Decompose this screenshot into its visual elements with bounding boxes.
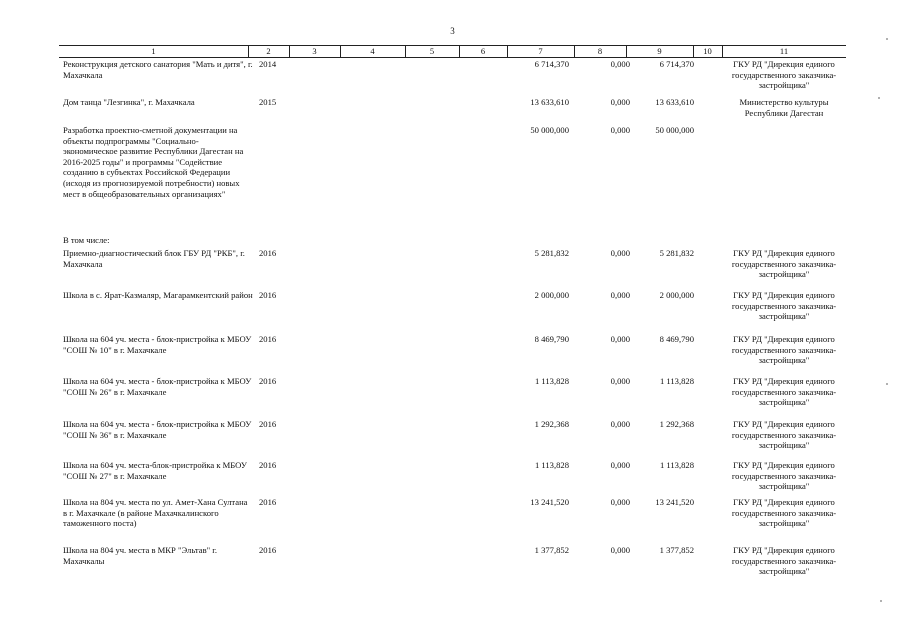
scan-speck xyxy=(886,383,888,385)
row-name: Школа на 804 уч. места в МКР "Эльтав" г. Махачкалы xyxy=(63,545,218,566)
header-col-8: 8 xyxy=(597,46,603,56)
row-value-col8: 0,000 xyxy=(610,248,630,258)
row-year: 2016 xyxy=(259,460,277,470)
row-value-col7: 50 000,000 xyxy=(530,125,569,135)
header-col-10: 10 xyxy=(703,46,712,56)
row-value-col7: 8 469,790 xyxy=(534,334,569,344)
row-customer: ГКУ РД "Дирекция единого государственного заказчика-застройщика" xyxy=(731,460,837,492)
row-value-col7: 6 714,370 xyxy=(534,59,569,69)
row-value-col8: 0,000 xyxy=(610,376,630,386)
row-customer: Министерство культуры Республики Дагестан xyxy=(739,97,829,118)
header-col-6: 6 xyxy=(480,46,486,56)
row-year: 2014 xyxy=(259,59,277,69)
row-name: Приемно-диагностический блок ГБУ РД "РКБ", г. Махачкала xyxy=(63,248,245,269)
row-value-col7: 5 281,832 xyxy=(534,248,569,258)
row-name: В том числе: xyxy=(63,235,110,245)
row-year: 2016 xyxy=(259,376,277,386)
row-name: Школа на 604 уч. места - блок-пристройка к МБОУ "СОШ № 26" в г. Махачкале xyxy=(63,376,252,397)
row-value-col9: 50 000,000 xyxy=(655,125,694,135)
header-col-11: 11 xyxy=(779,46,789,56)
scan-speck xyxy=(886,38,888,40)
row-customer: ГКУ РД "Дирекция единого государственного заказчика-застройщика" xyxy=(731,497,837,529)
row-name: Школа на 604 уч. места-блок-пристройка к МБОУ "СОШ № 27" в г. Махачкале xyxy=(63,460,247,481)
row-value-col9: 5 281,832 xyxy=(659,248,694,258)
row-year: 2016 xyxy=(259,419,277,429)
page-number: 3 xyxy=(450,26,455,36)
row-name: Реконструкция детского санатория "Мать и дитя", г. Махачкала xyxy=(63,59,253,80)
row-year: 2016 xyxy=(259,334,277,344)
row-value-col9: 6 714,370 xyxy=(659,59,694,69)
row-value-col8: 0,000 xyxy=(610,125,630,135)
row-value-col9: 13 633,610 xyxy=(655,97,694,107)
row-year: 2016 xyxy=(259,545,277,555)
row-value-col7: 1 377,852 xyxy=(534,545,569,555)
row-year: 2016 xyxy=(259,497,277,507)
row-customer: ГКУ РД "Дирекция единого государственного заказчика-застройщика" xyxy=(731,419,837,451)
row-name: Школа на 804 уч. места по ул. Амет-Хана Султана в г. Махачкале (в районе Махачкалинского таможенного поста) xyxy=(63,497,248,529)
row-year: 2016 xyxy=(259,290,277,300)
header-col-7: 7 xyxy=(538,46,543,56)
row-value-col7: 13 241,520 xyxy=(530,497,569,507)
row-value-col9: 8 469,790 xyxy=(659,334,694,344)
header-col-2: 2 xyxy=(266,46,271,56)
table-header xyxy=(59,45,846,58)
scan-speck xyxy=(880,600,882,602)
row-value-col8: 0,000 xyxy=(610,545,630,555)
row-value-col9: 2 000,000 xyxy=(659,290,694,300)
row-name: Школа на 604 уч. места - блок-пристройка к МБОУ "СОШ № 10" в г. Махачкале xyxy=(63,334,252,355)
row-value-col9: 13 241,520 xyxy=(655,497,694,507)
row-value-col7: 1 292,368 xyxy=(534,419,569,429)
row-value-col7: 1 113,828 xyxy=(534,460,569,470)
header-col-9: 9 xyxy=(657,46,662,56)
row-customer: ГКУ РД "Дирекция единого государственного заказчика-застройщика" xyxy=(731,376,837,408)
header-col-3: 3 xyxy=(312,46,317,56)
row-value-col9: 1 113,828 xyxy=(659,376,694,386)
row-value-col8: 0,000 xyxy=(610,97,630,107)
row-customer: ГКУ РД "Дирекция единого государственного заказчика-застройщика" xyxy=(731,248,837,280)
row-value-col8: 0,000 xyxy=(610,290,630,300)
row-value-col8: 0,000 xyxy=(610,59,630,69)
row-value-col8: 0,000 xyxy=(610,460,630,470)
row-customer: ГКУ РД "Дирекция единого государственного заказчика-застройщика" xyxy=(731,545,837,577)
row-value-col7: 13 633,610 xyxy=(530,97,569,107)
row-customer: ГКУ РД "Дирекция единого государственного заказчика-застройщика" xyxy=(731,290,837,322)
row-value-col9: 1 113,828 xyxy=(659,460,694,470)
row-value-col9: 1 377,852 xyxy=(659,545,694,555)
row-year: 2015 xyxy=(259,97,277,107)
row-value-col9: 1 292,368 xyxy=(659,419,694,429)
row-name: Разработка проектно-сметной документации на объекты подпрограммы "Социально-экономическое развитие Республики Дагестан на 2016-2025 годы" и программы "Содействие созданию в субъектах Российской Федерации (исходя из прогнозируемой потребности) новых мест в общеобразовательных организациях" xyxy=(63,125,244,199)
row-value-col7: 1 113,828 xyxy=(534,376,569,386)
row-value-col8: 0,000 xyxy=(610,419,630,429)
header-col-1: 1 xyxy=(151,46,156,56)
row-name: Школа на 604 уч. места - блок-пристройка к МБОУ "СОШ № 36" в г. Махачкале xyxy=(63,419,252,440)
scan-speck xyxy=(878,97,880,99)
row-customer: ГКУ РД "Дирекция единого государственного заказчика-застройщика" xyxy=(731,334,837,366)
row-value-col8: 0,000 xyxy=(610,497,630,507)
row-name: Дом танца "Лезгинка", г. Махачкала xyxy=(63,97,195,107)
header-col-5: 5 xyxy=(429,46,435,56)
header-col-4: 4 xyxy=(370,46,375,56)
row-value-col7: 2 000,000 xyxy=(534,290,569,300)
row-value-col8: 0,000 xyxy=(610,334,630,344)
row-year: 2016 xyxy=(259,248,277,258)
row-customer: ГКУ РД "Дирекция единого государственного заказчика-застройщика" xyxy=(731,59,837,91)
row-name: Школа в с. Ярат-Казмаляр, Магарамкентский район xyxy=(63,290,253,300)
